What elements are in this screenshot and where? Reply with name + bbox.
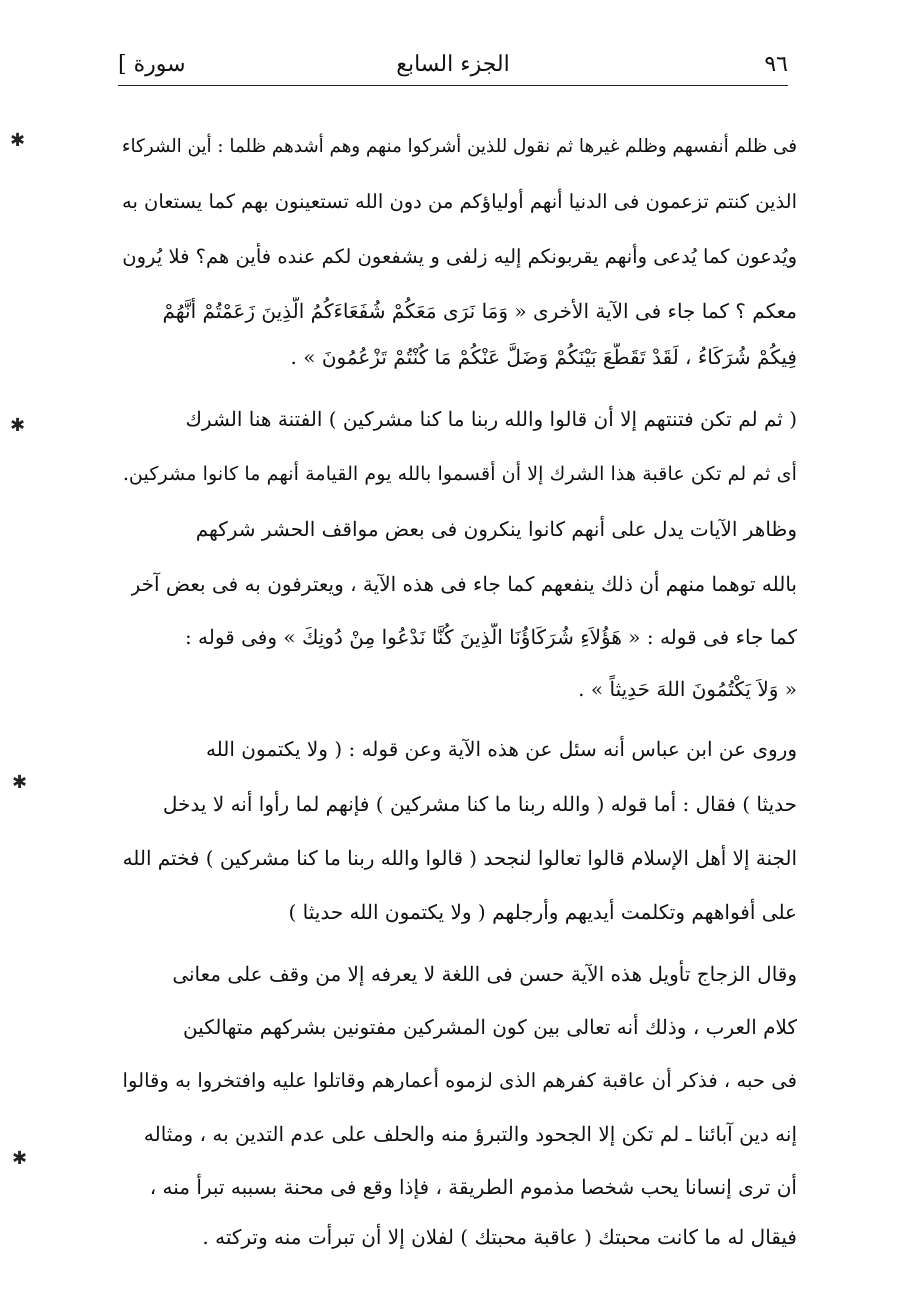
text-line: الجنة إلا أهل الإسلام قالوا تعالوا لنجحد ( قالوا والله ربنا ما كنا مشركين ) فختم الله [122,847,797,870]
text-line: ( ثم لم تكن فتنتهم إلا أن قالوا والله ربنا ما كنا مشركين ) الفتنة هنا الشرك [185,407,797,431]
page-number: ٩٦ [764,52,788,77]
text-line: وظاهر الآيات يدل على أنهم كانوا ينكرون فى بعض مواقف الحشر شركهم [195,517,797,541]
running-title: الجزء السابع [396,52,510,77]
text-line: فى حبه ، فذكر أن عاقبة كفرهم الذى لزموه أعمارهم وقاتلوا عليه وافتخروا به وقالوا [122,1069,797,1092]
surah-label: [ سورة [118,52,186,77]
text-line: ويُدعون كما يُدعى وأنهم يقربونكم إليه زلفى و يشفعون لكم عنده فأين هم؟ فلا يُرون [122,245,797,268]
text-line: كما جاء فى قوله : « هَؤُلاَءِ شُرَكَاؤُنَا الَّذِينَ كُنَّا نَدْعُوا مِنْ دُونِكَ » وفى قوله : [184,625,797,649]
text-line: فِيكُمْ شُرَكَاءُ ، لَقَدْ تَقَطَّعَ بَيْنَكُمْ وَضَلَّ عَنْكُمْ مَا كُنْتُمْ تَزْعُمُونَ » . [290,345,797,369]
text-line: حديثا ) فقال : أما قوله ( والله ربنا ما كنا مشركين ) فإنهم لما رأوا أنه لا يدخل [162,792,797,816]
margin-mark-icon: ✱ [10,415,26,436]
page-header [118,50,788,86]
margin-mark-icon: ✱ [12,1148,28,1169]
text-line: بالله توهما منهم أن ذلك ينفعهم كما جاء فى هذه الآية ، ويعترفون به فى بعض آخر [130,572,797,596]
text-line: على أفواههم وتكلمت أيديهم وأرجلهم ( ولا يكتمون الله حديثا ) [288,900,797,924]
text-line: معكم ؟ كما جاء فى الآية الأخرى « وَمَا نَرَى مَعَكُمْ شُفَعَاءَكُمُ الَّذِينَ زَعَمْتُمْ أَنَّهُمْ [162,299,797,323]
text-line: الذين كنتم تزعمون فى الدنيا أنهم أولياؤكم من دون الله تستعينون بهم كما يستعان به [122,190,797,213]
text-line: فى ظلم أنفسهم وظلم غيرها ثم نقول للذين أشركوا منهم وهم أشدهم ظلما : أين الشركاء [121,136,797,157]
text-line: إنه دين آبائنا ـ لم تكن إلا الجحود والتبرؤ منه والحلف على عدم التدين به ، ومثاله [143,1122,797,1146]
text-line: وقال الزجاج تأويل هذه الآية حسن فى اللغة لا يعرفه إلا من وقف على معانى [172,962,797,986]
text-line: أن ترى إنسانا يحب شخصا مذموم الطريقة ، فإذا وقع فى محنة بسببه تبرأ منه ، [149,1175,797,1199]
text-line: « وَلاَ يَكْتُمُونَ اللهَ حَدِيثاً » . [578,677,797,701]
margin-mark-icon: ✱ [10,130,26,151]
text-line: كلام العرب ، وذلك أنه تعالى بين كون المشركين مفتونين بشركهم متهالكين [182,1015,797,1039]
margin-mark-icon: ✱ [12,772,28,793]
text-line: أى ثم لم تكن عاقبة هذا الشرك إلا أن أقسموا بالله يوم القيامة أنهم ما كانوا مشركين. [122,462,797,485]
text-line: فيقال له ما كانت محبتك ( عاقبة محبتك ) لفلان إلا أن تبرأت منه وتركته . [202,1225,797,1249]
text-line: وروى عن ابن عباس أنه سئل عن هذه الآية وعن قوله : ( ولا يكتمون الله [205,737,797,761]
